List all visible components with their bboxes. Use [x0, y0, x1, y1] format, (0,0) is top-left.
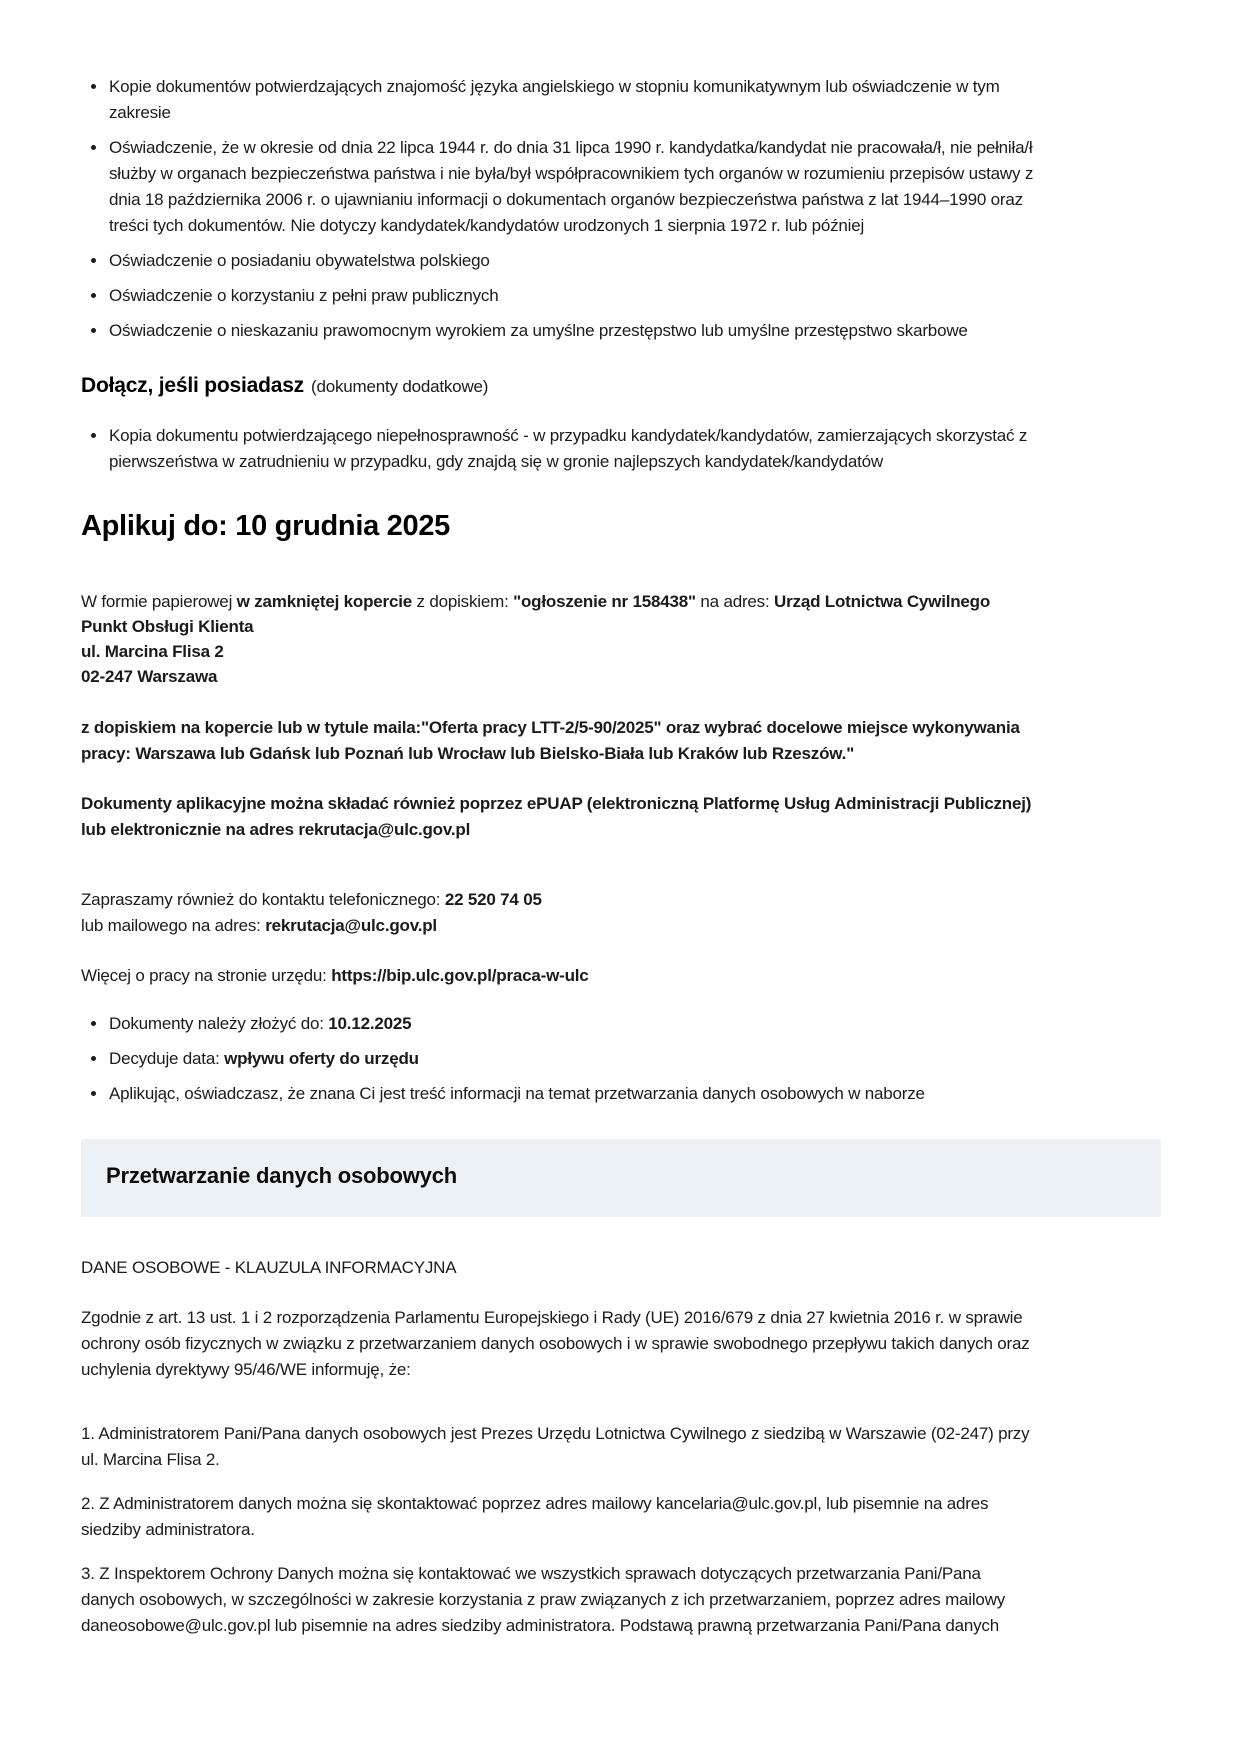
application-notes-list: [81, 1011, 1060, 1107]
apply-deadline-heading: Aplikuj do: 10 grudnia 2025: [81, 510, 450, 542]
gdpr-point-3: 3. Z Inspektorem Ochrony Danych można się kontaktować we wszystkich sprawach dotyczących przetwarzania Pani/Pana danych osobowych, w szczególności w zakresie korzystania z praw związanych z ich przetwarzaniem, poprzez adres mailowy daneosobowe@ulc.gov.pl lub pisemnie na adres siedziby administratora. Podstawą prawną przetwarzania Pani/Pana danych: [81, 1564, 1006, 1635]
list-item: • Oświadczenie o korzystaniu z pełni praw publicznych: [108, 283, 1060, 309]
optional-documents-heading-title: Dołącz, jeśli posiadasz: [81, 374, 304, 397]
optional-documents-heading: [81, 372, 1161, 401]
list-item: • Oświadczenie, że w okresie od dnia 22 lipca 1944 r. do dnia 31 lipca 1990 r. kandydatka/kandydat nie pracowała/ł, nie pełniła/ł służby w organach bezpieczeństwa państwa i nie była/był współpracownikiem tych organów w rozumieniu przepisów ustawy z dnia 18 października 2006 r. o ujawnianiu informacji o dokumentach organów bezpieczeństwa państwa z lat 1944–1990 oraz treści tych dokumentów. Nie dotyczy kandydatek/kandydatów urodzonych 1 sierpnia 1972 r. lub później: [108, 135, 1060, 239]
gdpr-clause-label: DANE OSOBOWE - KLAUZULA INFORMACYJNA: [81, 1258, 457, 1277]
envelope-note-paragraph: z dopiskiem na kopercie lub w tytule maila:"Oferta pracy LTT-2/5-90/2025" oraz wybrać docelowe miejsce wykonywania pracy: Warszawa lub Gdańsk lub Poznań lub Wrocław lub Bielsko-Biała lub Kraków lub Rzeszów.": [81, 718, 1020, 763]
contact-info-paragraph: Zapraszamy również do kontaktu telefonicznego: 22 520 74 05 lub mailowego na adres: rekrutacja@ulc.gov.pl: [81, 890, 542, 935]
list-item: • Oświadczenie o posiadaniu obywatelstwa polskiego: [108, 248, 1060, 274]
gdpr-point-1: 1. Administratorem Pani/Pana danych osobowych jest Prezes Urzędu Lotnictwa Cywilnego z siedzibą w Warszawie (02-247) przy ul. Marcina Flisa 2.: [81, 1424, 1030, 1469]
more-info-paragraph: Więcej o pracy na stronie urzędu: https://bip.ulc.gov.pl/praca-w-ulc: [81, 966, 589, 985]
list-item: • Kopia dokumentu potwierdzającego niepełnosprawność - w przypadku kandydatek/kandydatów, zamierzających skorzystać z pierwszeństwa w zatrudnieniu w przypadku, gdy znajdą się w gronie najlepszych kandydatek/kandydatów: [108, 423, 1060, 475]
required-documents-list: [81, 74, 1060, 344]
list-item: • Dokumenty należy złożyć do: 10.12.2025: [108, 1011, 1060, 1037]
gdpr-intro-paragraph: Zgodnie z art. 13 ust. 1 i 2 rozporządzenia Parlamentu Europejskiego i Rady (UE) 2016/679 z dnia 27 kwietnia 2016 r. w sprawie ochrony osób fizycznych w związku z przetwarzaniem danych osobowych i w sprawie swobodnego przepływu takich danych oraz uchylenia dyrektywy 95/46/WE informuję, że:: [81, 1308, 1030, 1379]
epuap-submission-paragraph: Dokumenty aplikacyjne można składać również poprzez ePUAP (elektroniczną Platformę Usług Administracji Publicznej) lub elektronicznie na adres rekrutacja@ulc.gov.pl: [81, 794, 1032, 839]
optional-documents-list: [81, 423, 1060, 475]
gdpr-point-2: 2. Z Administratorem danych można się skontaktować poprzez adres mailowy kancelaria@ulc.gov.pl, lub pisemnie na adres siedziby administratora.: [81, 1494, 989, 1539]
list-item: • Oświadczenie o nieskazaniu prawomocnym wyrokiem za umyślne przestępstwo lub umyślne przestępstwo skarbowe: [108, 318, 1060, 344]
paper-submission-paragraph: W formie papierowej w zamkniętej kopercie z dopiskiem: "ogłoszenie nr 158438" na adres: Urząd Lotnictwa Cywilnego Punkt Obsługi Klienta ul. Marcina Flisa 2 02-247 Warszawa: [81, 592, 991, 686]
optional-documents-heading-note: (dokumenty dodatkowe): [311, 377, 489, 396]
gdpr-section-title: Przetwarzanie danych osobowych: [106, 1163, 457, 1188]
gdpr-section-header: [81, 1139, 1161, 1217]
list-item: • Aplikując, oświadczasz, że znana Ci jest treść informacji na temat przetwarzania danych osobowych w naborze: [108, 1081, 1060, 1107]
list-item: • Decyduje data: wpływu oferty do urzędu: [108, 1046, 1060, 1072]
list-item: • Kopie dokumentów potwierdzających znajomość języka angielskiego w stopniu komunikatywnym lub oświadczenie w tym zakresie: [108, 74, 1060, 126]
